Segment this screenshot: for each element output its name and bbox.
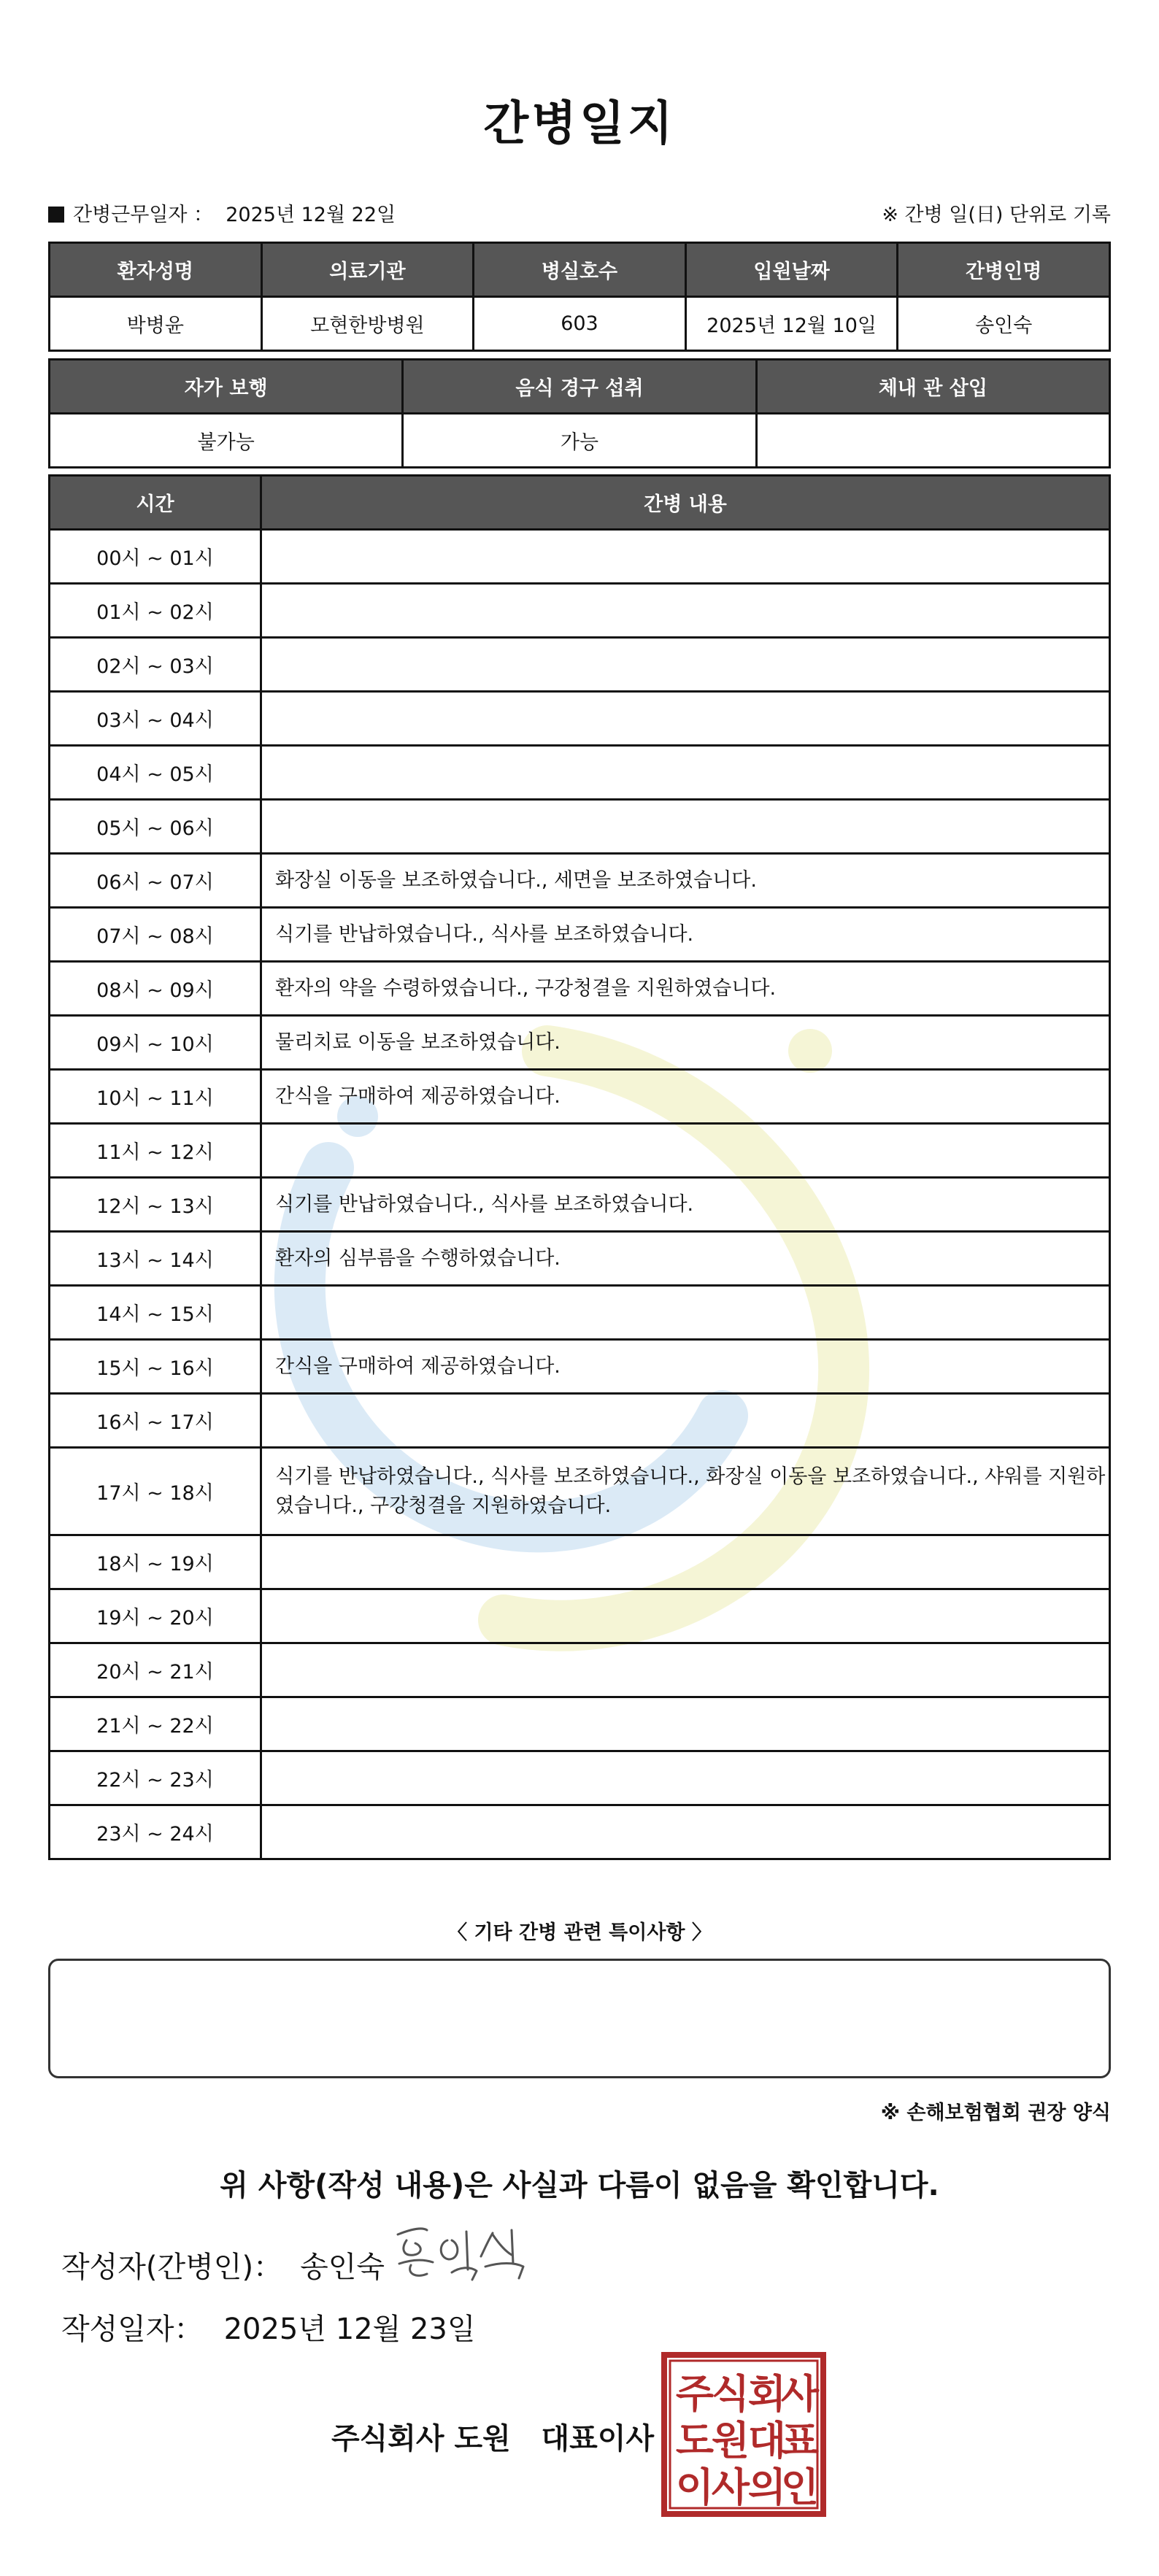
svg-text:인: 인 <box>780 2464 820 2510</box>
header-oral-intake: 음식 경구 섭취 <box>403 360 756 414</box>
time-slot: 14시 ~ 15시 <box>50 1286 261 1340</box>
table-row <box>50 1643 1110 1697</box>
self-walking: 불가능 <box>50 414 403 468</box>
header-patient-name: 환자성명 <box>50 243 262 297</box>
care-content <box>261 530 1110 584</box>
special-notes-box <box>48 1959 1111 2078</box>
time-slot: 13시 ~ 14시 <box>50 1232 261 1286</box>
time-slot: 23시 ~ 24시 <box>50 1805 261 1859</box>
work-date <box>48 198 396 227</box>
svg-text:사: 사 <box>711 2464 750 2510</box>
table-row <box>50 692 1110 746</box>
header-care-content: 간병 내용 <box>261 476 1110 530</box>
time-slot: 07시 ~ 08시 <box>50 908 261 962</box>
care-content <box>261 584 1110 638</box>
admission-date: 2025년 12월 10일 <box>685 297 898 351</box>
tube-insertion <box>756 414 1109 468</box>
time-slot: 01시 ~ 02시 <box>50 584 261 638</box>
table-row <box>50 638 1110 692</box>
care-content: 식기를 반납하였습니다., 식사를 보조하였습니다. <box>261 908 1110 962</box>
document-title: 간병일지 <box>483 97 676 151</box>
svg-text:주: 주 <box>675 2371 715 2417</box>
table-row <box>50 962 1110 1016</box>
care-content <box>261 1394 1110 1448</box>
time-slot: 18시 ~ 19시 <box>50 1535 261 1589</box>
care-content <box>261 1286 1110 1340</box>
svg-text:이: 이 <box>675 2464 715 2510</box>
svg-text:사: 사 <box>780 2371 820 2417</box>
care-content <box>261 1805 1110 1859</box>
care-content <box>261 1697 1110 1751</box>
header-room-number: 병실호수 <box>474 243 686 297</box>
care-content <box>261 800 1110 854</box>
writer-line <box>61 2244 385 2286</box>
care-content: 환자의 약을 수령하였습니다., 구강청결을 지원하였습니다. <box>261 962 1110 1016</box>
care-content: 물리치료 이동을 보조하였습니다. <box>261 1016 1110 1070</box>
written-date-value: 2025년 12월 23일 <box>223 2313 476 2346</box>
time-slot: 00시 ~ 01시 <box>50 530 261 584</box>
table-row <box>50 584 1110 638</box>
table-row <box>50 1535 1110 1589</box>
time-slot: 02시 ~ 03시 <box>50 638 261 692</box>
table-row <box>50 1394 1110 1448</box>
time-slot: 06시 ~ 07시 <box>50 854 261 908</box>
table-row <box>50 1016 1110 1070</box>
svg-text:식: 식 <box>711 2371 750 2417</box>
header-time: 시간 <box>50 476 261 530</box>
care-content <box>261 692 1110 746</box>
table-row <box>50 1340 1110 1394</box>
time-slot: 20시 ~ 21시 <box>50 1643 261 1697</box>
time-slot: 21시 ~ 22시 <box>50 1697 261 1751</box>
room-number: 603 <box>474 297 686 351</box>
time-slot: 08시 ~ 09시 <box>50 962 261 1016</box>
record-unit-note: ※ 간병 일(日) 단위로 기록 <box>882 204 1111 226</box>
time-slot: 17시 ~ 18시 <box>50 1448 261 1535</box>
care-content <box>261 1124 1110 1178</box>
time-slot: 16시 ~ 17시 <box>50 1394 261 1448</box>
time-slot: 12시 ~ 13시 <box>50 1178 261 1232</box>
table-row <box>50 1286 1110 1340</box>
header-admission-date: 입원날짜 <box>685 243 898 297</box>
confirmation-statement: 위 사항(작성 내용)은 사실과 다름이 없음을 확인합니다. <box>220 2169 939 2202</box>
table-row <box>50 1805 1110 1859</box>
care-content <box>261 1589 1110 1643</box>
svg-text:원: 원 <box>711 2418 750 2464</box>
time-slot: 03시 ~ 04시 <box>50 692 261 746</box>
care-content <box>261 638 1110 692</box>
time-slot: 11시 ~ 12시 <box>50 1124 261 1178</box>
table-row <box>50 1070 1110 1124</box>
work-date-value: 2025년 12월 22일 <box>226 204 396 226</box>
svg-text:대: 대 <box>747 2418 787 2464</box>
written-date <box>61 2306 476 2348</box>
table-row <box>50 530 1110 584</box>
hospital: 모현한방병원 <box>261 297 474 351</box>
writer-name: 송인숙 <box>300 2251 385 2284</box>
care-content: 간식을 구매하여 제공하였습니다. <box>261 1070 1110 1124</box>
care-content: 화장실 이동을 보조하였습니다., 세면을 보조하였습니다. <box>261 854 1110 908</box>
time-slot: 09시 ~ 10시 <box>50 1016 261 1070</box>
care-content <box>261 1535 1110 1589</box>
special-notes-heading: 〈 기타 간병 관련 특이사항 〉 <box>447 1921 712 1944</box>
company-seal-stamp <box>661 2352 826 2517</box>
table-row <box>50 908 1110 962</box>
square-bullet-icon <box>48 207 64 223</box>
svg-text:표: 표 <box>780 2418 820 2464</box>
header-tube-insertion: 체내 관 삽입 <box>756 360 1109 414</box>
care-content: 환자의 심부름을 수행하였습니다. <box>261 1232 1110 1286</box>
care-log-table <box>48 474 1111 1860</box>
time-slot: 05시 ~ 06시 <box>50 800 261 854</box>
patient-status-table <box>48 358 1111 468</box>
header-hospital: 의료기관 <box>261 243 474 297</box>
svg-text:회: 회 <box>747 2371 787 2417</box>
table-row <box>50 854 1110 908</box>
time-slot: 04시 ~ 05시 <box>50 746 261 800</box>
svg-text:도: 도 <box>675 2418 715 2464</box>
work-date-label: 간병근무일자 ： <box>73 204 214 226</box>
table-row <box>50 1589 1110 1643</box>
care-content: 식기를 반납하였습니다., 식사를 보조하였습니다., 화장실 이동을 보조하였습니다., 샤워를 지원하였습니다., 구강청결을 지원하였습니다. <box>261 1448 1110 1535</box>
care-content: 간식을 구매하여 제공하였습니다. <box>261 1340 1110 1394</box>
care-content <box>261 746 1110 800</box>
table-row <box>50 1124 1110 1178</box>
table-row <box>50 746 1110 800</box>
care-content <box>261 1751 1110 1805</box>
caregiver-name: 송인숙 <box>898 297 1110 351</box>
table-row <box>50 1178 1110 1232</box>
handwritten-signature <box>390 2218 529 2284</box>
patient-name: 박병윤 <box>50 297 262 351</box>
writer-label: 작성자(간병인)： <box>61 2251 283 2284</box>
header-self-walking: 자가 보행 <box>50 360 403 414</box>
time-slot: 22시 ~ 23시 <box>50 1751 261 1805</box>
time-slot: 10시 ~ 11시 <box>50 1070 261 1124</box>
care-log-rows <box>50 530 1110 1859</box>
care-content <box>261 1643 1110 1697</box>
time-slot: 19시 ~ 20시 <box>50 1589 261 1643</box>
oral-intake: 가능 <box>403 414 756 468</box>
patient-info-table <box>48 242 1111 352</box>
company-representative: 주식회사 도원 대표이사 <box>331 2422 655 2456</box>
header-caregiver-name: 간병인명 <box>898 243 1110 297</box>
svg-text:의: 의 <box>747 2464 787 2510</box>
written-date-label: 작성일자： <box>61 2313 204 2346</box>
table-row <box>50 800 1110 854</box>
table-row <box>50 1697 1110 1751</box>
care-content: 식기를 반납하였습니다., 식사를 보조하였습니다. <box>261 1178 1110 1232</box>
time-slot: 15시 ~ 16시 <box>50 1340 261 1394</box>
table-row <box>50 1232 1110 1286</box>
table-row <box>50 1751 1110 1805</box>
form-standard-note: ※ 손해보험협회 권장 양식 <box>880 2102 1111 2124</box>
table-row <box>50 1448 1110 1535</box>
